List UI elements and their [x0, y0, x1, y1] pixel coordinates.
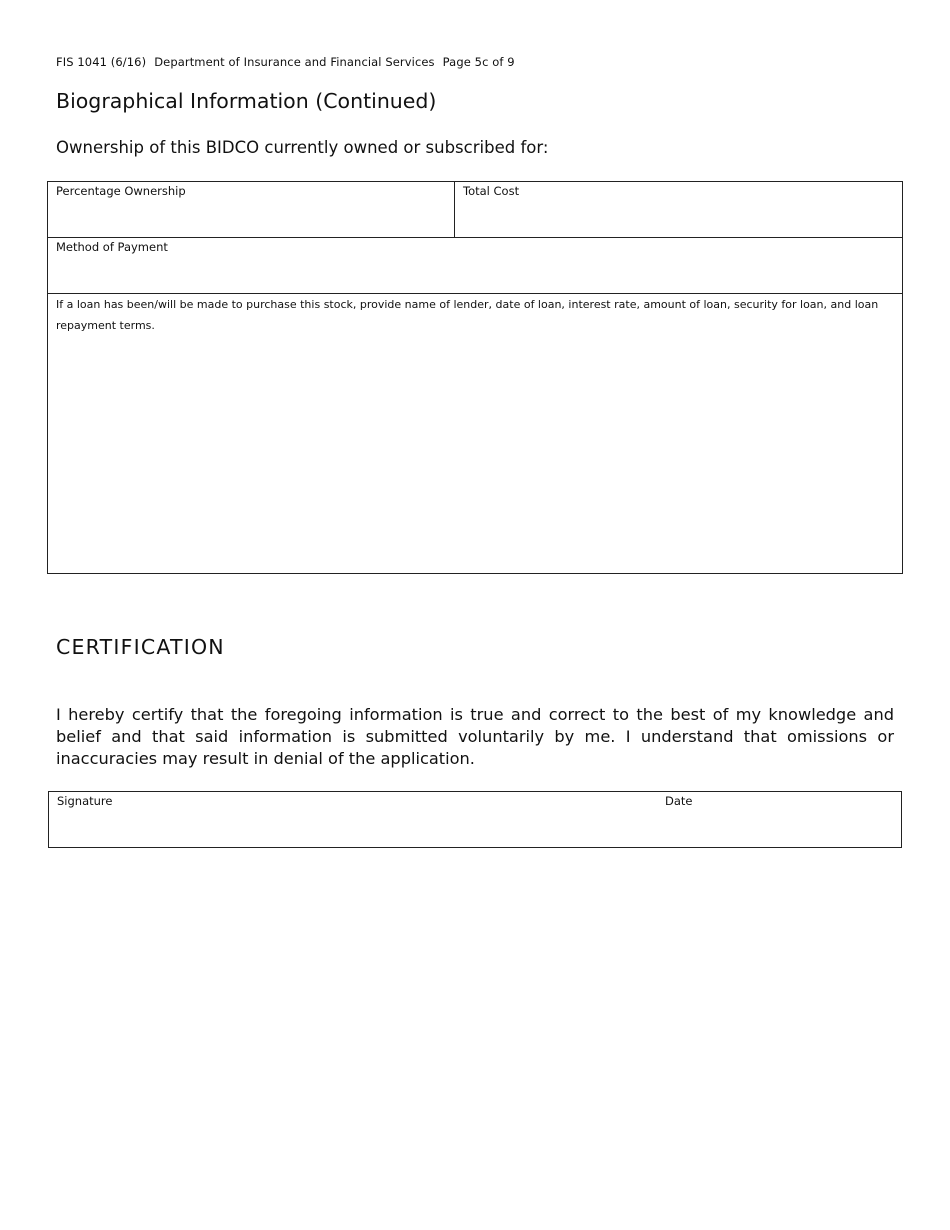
total-cost-label: Total Cost — [463, 184, 520, 198]
certification-statement: I hereby certify that the foregoing information is true and correct to the best of my knowledge and belief and that said information is submitted voluntarily by me. I understand that omissions or inaccuracies may result in denial of the application. — [56, 705, 894, 768]
ownership-prompt: Ownership of this BIDCO currently owned or subscribed for: — [56, 138, 549, 157]
total-cost-field[interactable] — [455, 182, 902, 238]
form-header — [56, 55, 515, 69]
ownership-form — [47, 181, 903, 574]
page-title: Biographical Information (Continued) — [56, 89, 437, 113]
loan-details-label: If a loan has been/will be made to purchase this stock, provide name of lender, date of loan, interest rate, amount of loan, security for loan, and loan repayment terms. — [56, 298, 879, 332]
signature-label: Signature — [57, 794, 113, 808]
method-of-payment-label: Method of Payment — [56, 240, 168, 254]
certification-title: CERTIFICATION — [56, 635, 225, 659]
method-of-payment-field[interactable] — [48, 238, 902, 294]
department-name: Department of Insurance and Financial Services — [154, 55, 435, 69]
form-id: FIS 1041 (6/16) — [56, 55, 147, 69]
percentage-ownership-field[interactable] — [48, 182, 455, 238]
loan-details-field[interactable] — [48, 294, 902, 573]
page-number: Page 5c of 9 — [442, 55, 515, 69]
percentage-ownership-label: Percentage Ownership — [56, 184, 186, 198]
signature-form — [48, 791, 902, 848]
date-label: Date — [665, 794, 693, 808]
